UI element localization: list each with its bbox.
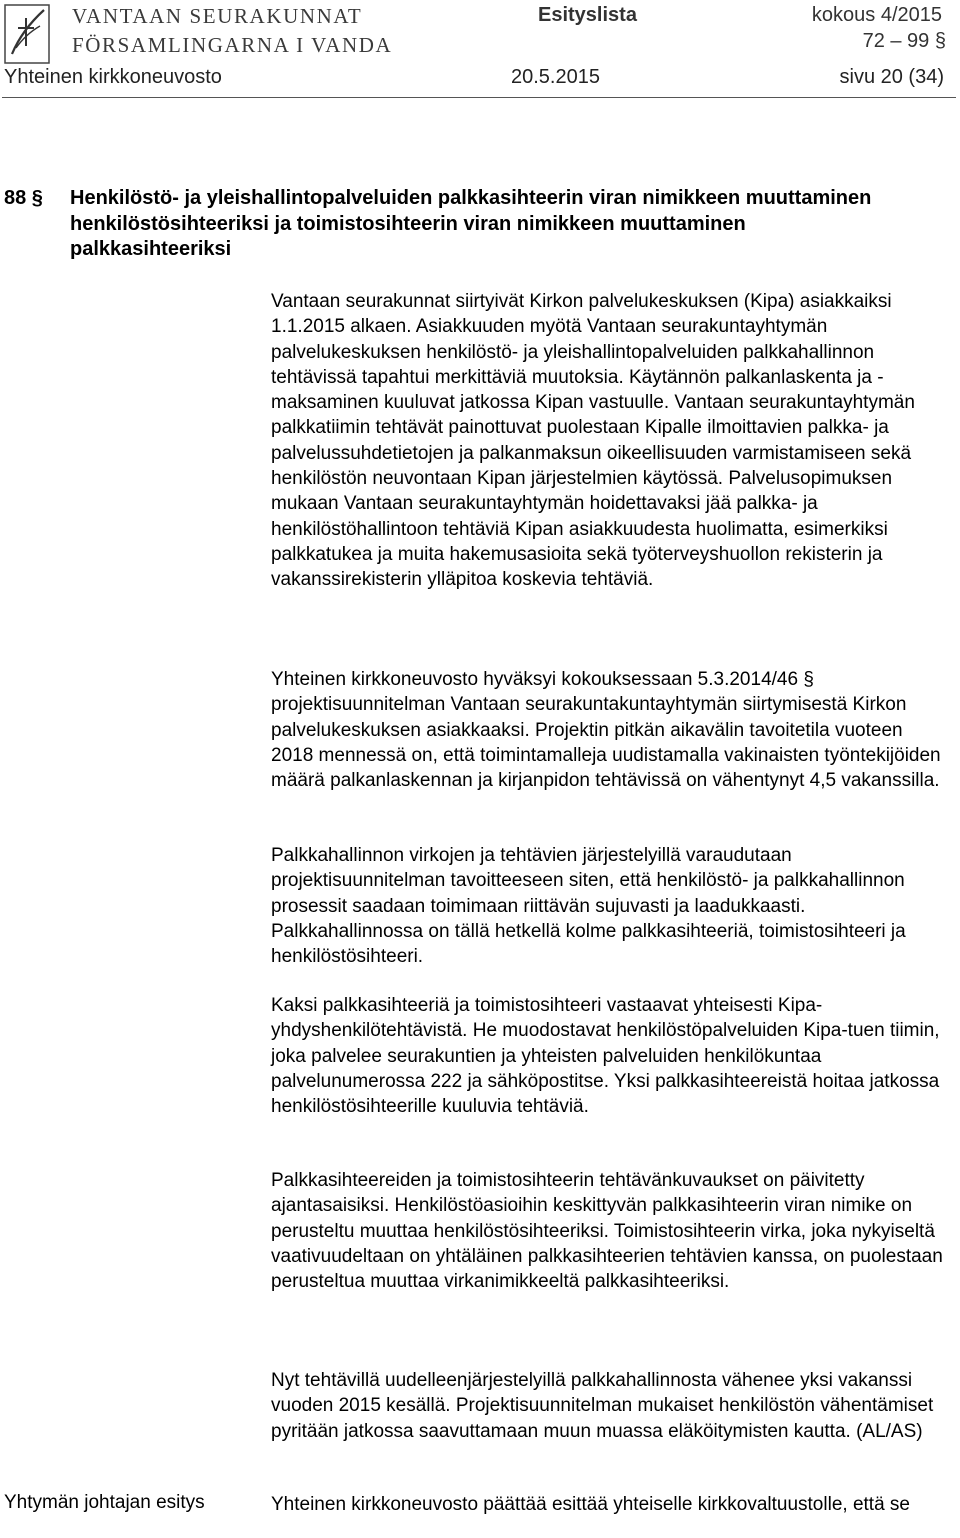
proposal-label: Yhtymän johtajan esitys: [4, 1492, 205, 1513]
organization-name-swedish: FÖRSAMLINGARNA I VANDA: [72, 33, 393, 57]
body-paragraph-1: Vantaan seurakunnat siirtyivät Kirkon palvelukeskuksen (Kipa) asiakkaiksi 1.1.2015 alkaen. Asiakkuuden myötä Vantaan seurakuntayhtymän palvelukeskuksen henkilöstö- ja yleishallintopalveluiden palkkahallinnon tehtävissä tapahtui merkittäviä muutoksia. Käytännön palkanlaskenta ja -maksaminen kuuluvat jatkossa Kipan vastuulle. Vantaan seurakuntayhtymän palkkatiimin tehtävät painottuvat puolestaan Kipalle ilmoittavien palkka- ja palvelussuhdetietojen ja palkanmaksun oikeellisuuden varmistamiseen sekä henkilöstön neuvontaan Kipan järjestelmien käytössä. Palvelusopimuksen mukaan Vantaan seurakuntayhtymän hoidettavaksi jää palkka- ja henkilöstöhallintoon tehtäviä Kipan asiakkuudesta huolimatta, esimerkiksi palkkatukea ja muita hakemusasioita sekä työterveyshuollon rekisterin ja vakanssirekisterin ylläpitoa koskevia tehtäviä.: [271, 291, 915, 591]
body-name: Yhteinen kirkkoneuvosto: [4, 66, 222, 88]
body-paragraph-5: Palkkasihteereiden ja toimistosihteerin tehtävänkuvaukset on päivitetty ajantasaisiksi. Henkilöstöasioihin keskittyvän palkkasihteerin viran nimike on perusteltu muuttaa henkilöstösihteeriksi. Toimistosihteerin virka, joka nykyiseltä vaativuudeltaan on yhtäläinen palkkasihteerien tehtävien kanssa, on puolestaan perusteltua muuttaa virkanimikkeeltä palkkasihteeriksi.: [271, 1170, 943, 1293]
proposal-text: Yhteinen kirkkoneuvosto päättää esittää yhteiselle kirkkovaltuustolle, että se: [271, 1494, 910, 1515]
page-number: sivu 20 (34): [839, 66, 944, 88]
section-number: 88 §: [4, 187, 43, 209]
meeting-date: 20.5.2015: [511, 66, 600, 88]
section-title: Henkilöstö- ja yleishallintopalveluiden palkkasihteerin viran nimikkeen muuttaminen henkilöstösihteeriksi ja toimistosihteerin viran nimikkeen muuttaminen palkkasihteeriksi: [70, 187, 872, 260]
meeting-number: kokous 4/2015: [811, 4, 942, 26]
body-paragraph-3: Palkkahallinnon virkojen ja tehtävien järjestelyillä varaudutaan projektisuunnitelman tavoitteeseen siten, että henkilöstö- ja palkkahallinnon prosessit saadaan toimimaan riittävän sujuvasti ja laadukkaasti. Palkkahallinnossa on tällä hetkellä kolme palkkasihteeriä, toimistosihteeri ja henkilöstösihteeri.: [271, 845, 906, 968]
header-divider: [2, 97, 956, 98]
organization-name: VANTAAN SEURAKUNNAT: [72, 4, 363, 28]
document-type: Esityslista: [538, 4, 637, 26]
body-paragraph-2: Yhteinen kirkkoneuvosto hyväksyi kokouksessaan 5.3.2014/46 § projektisuunnitelman Vantaan seurakuntakuntayhtymän siirtymisestä Kirkon palvelukeskuksen asiakkaaksi. Projektin pitkän aikavälin tavoitetila vuoteen 2018 mennessä on, että toimintamalleja uudistamalla vakinaisten työntekijöiden määrä palkanlaskennan ja kirjanpidon tehtävissä on vähentynyt 4,5 vakanssilla.: [271, 669, 941, 792]
body-paragraph-4: Kaksi palkkasihteeriä ja toimistosihteeri vastaavat yhteisesti Kipa-yhdyshenkilötehtävistä. He muodostavat henkilöstöpalveluiden Kipa-tuen tiimin, joka palvelee seurakuntien ja yhteisten palveluiden henkilökuntaa palvelunumerossa 222 ja sähköpostitse. Yksi palkkasihteereistä hoitaa jatkossa henkilöstösihteerille kuuluvia tehtäviä.: [271, 995, 940, 1118]
body-paragraph-6: Nyt tehtävillä uudelleenjärjestelyillä palkkahallinnosta vähenee yksi vakanssi vuoden 2015 kesällä. Projektisuunnitelman mukaiset henkilöstön vähentämiset pyritään jatkossa saavuttamaan muun muassa eläköitymisten kautta. (AL/AS): [271, 1370, 934, 1442]
item-range: 72 – 99 §: [862, 30, 946, 52]
church-logo: [4, 4, 50, 64]
